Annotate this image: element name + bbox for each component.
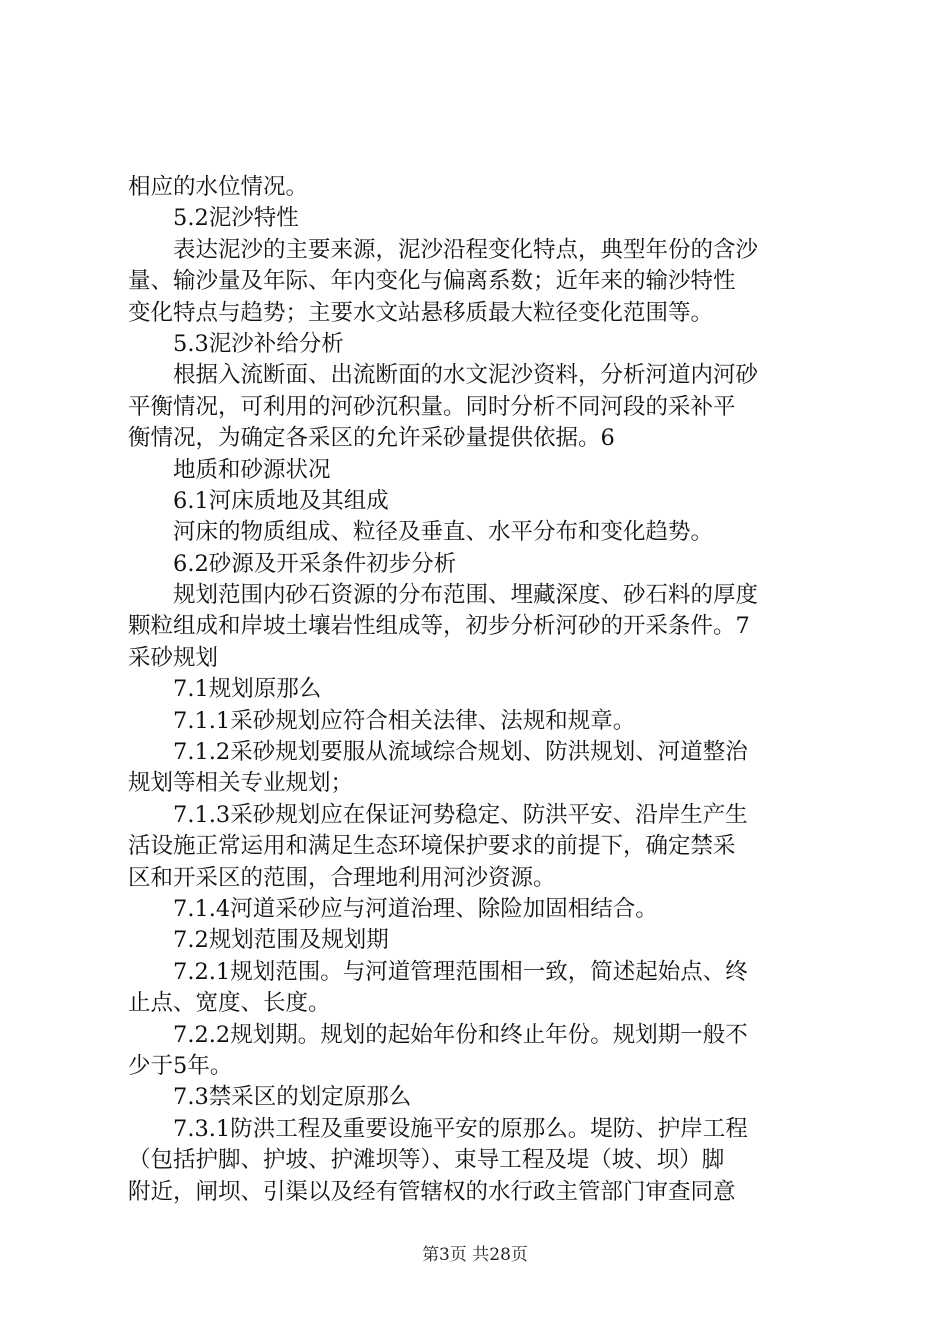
text-line: 止点、宽度、长度。 [128, 990, 331, 1017]
text-line: 附近，闸坝、引渠以及经有管辖权的水行政主管部门审查同意 [128, 1178, 736, 1205]
text-line: 7.2.1规划范围。与河道管理范围相一致，简述起始点、终 [173, 958, 748, 985]
text-line: 6.2砂源及开采条件初步分析 [173, 550, 457, 577]
text-line: 7.2规划范围及规划期 [173, 927, 389, 954]
text-line: 河床的物质组成、粒径及垂直、水平分布和变化趋势。 [173, 519, 714, 546]
text-line: 7.1规划原那么 [173, 676, 322, 703]
text-line: 量、输沙量及年际、年内变化与偏离系数；近年来的输沙特性 [128, 268, 736, 295]
text-line: 变化特点与趋势；主要水文站悬移质最大粒径变化范围等。 [128, 299, 714, 326]
text-line: 7.1.4河道采砂应与河道治理、除险加固相结合。 [173, 895, 658, 922]
text-line: 平衡情况，可利用的河砂沉积量。同时分析不同河段的采补平 [128, 393, 736, 420]
text-line: 地质和砂源状况 [173, 456, 331, 483]
text-line: 5.3泥沙补给分析 [173, 330, 344, 357]
text-line: 7.1.2采砂规划要服从流域综合规划、防洪规划、河道整治 [173, 739, 748, 766]
text-line: 规划范围内砂石资源的分布范围、埋藏深度、砂石料的厚度 [173, 582, 759, 609]
text-line: 活设施正常运用和满足生态环境保护要求的前提下，确定禁采 [128, 833, 736, 860]
text-line: 相应的水位情况。 [128, 174, 309, 200]
text-line: 表达泥沙的主要来源，泥沙沿程变化特点，典型年份的含沙 [173, 236, 759, 263]
text-line: 7.3禁采区的划定原那么 [173, 1084, 412, 1111]
text-line: 颗粒组成和岸坡土壤岩性组成等，初步分析河砂的开采条件。7 [128, 613, 750, 640]
text-line: 规划等相关专业规划； [128, 770, 354, 797]
text-line: 7.2.2规划期。规划的起始年份和终止年份。规划期一般不 [173, 1021, 748, 1048]
text-line: 6.1河床质地及其组成 [173, 487, 389, 514]
text-line: 7.1.3采砂规划应在保证河势稳定、防洪平安、沿岸生产生 [173, 801, 748, 828]
text-line: 7.3.1防洪工程及重要设施平安的原那么。堤防、护岸工程 [173, 1115, 748, 1142]
text-line: 根据入流断面、出流断面的水文泥沙资料，分析河道内河砂 [173, 362, 759, 389]
text-line: （包括护脚、护坡、护滩坝等）、束导工程及堤（坡、坝）脚 [128, 1147, 725, 1174]
text-line: 少于5年。 [128, 1052, 233, 1079]
document-body [128, 172, 840, 1208]
text-line: 5.2泥沙特性 [173, 205, 299, 232]
page-footer: 第3页 共28页 [422, 1245, 528, 1265]
text-line: 区和开采区的范围，合理地利用河沙资源。 [128, 864, 556, 891]
text-line: 7.1.1采砂规划应符合相关法律、法规和规章。 [173, 707, 636, 734]
text-line: 衡情况，为确定各采区的允许采砂量提供依据。6 [128, 425, 615, 452]
text-line: 采砂规划 [128, 644, 219, 671]
